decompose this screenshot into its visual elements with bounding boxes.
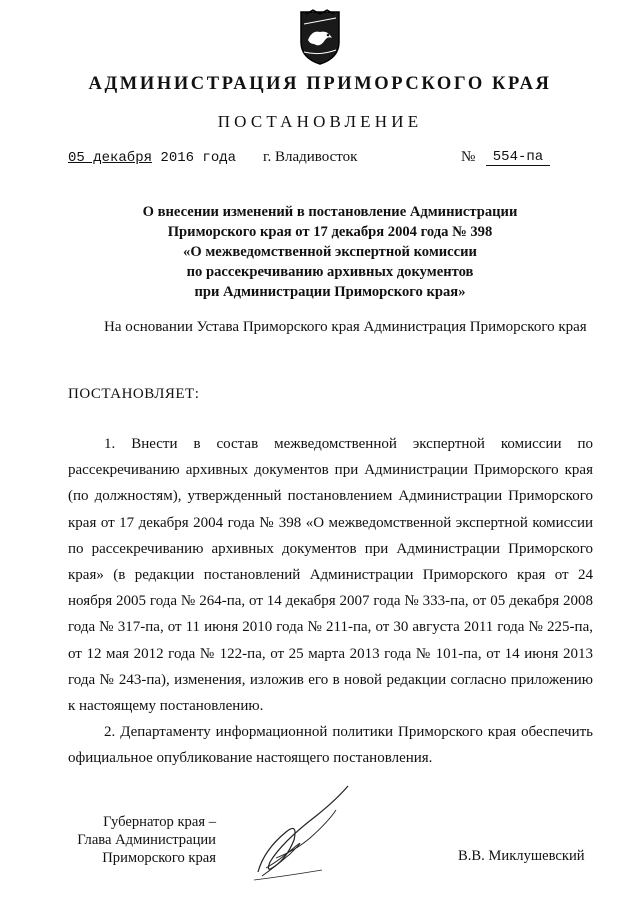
date-day-month: 05 декабря: [68, 150, 153, 166]
coat-of-arms-icon: [298, 8, 342, 66]
item-1-paragraph: 1. Внести в состав межведомственной экспертной комиссии по рассекречиванию архивных документов при Администрации Приморского края (по должностям), утвержденный постановлением Администрации Приморского края от 17 декабря 2004 года № 398 «О межведомственной экспертной комиссии по рассекречиванию архивных документов при Администрации Приморского края» (в редакции постановлений Администрации Приморского края от 24 ноября 2005 года № 264-па, от 14 декабря 2007 года № 333-па, от 05 декабря 2008 года № 317-па, от 11 июня 2010 года № 211-па, от 30 августа 2011 года № 225-па, от 12 мая 2012 года № 122-па, от 25 марта 2013 года № 101-па, от 14 июня 2013 года № 243-па), изменения, изложив его в новой редакции согласно приложению к настоящему постановлению.: [68, 436, 593, 715]
basis-paragraph: На основании Устава Приморского края Администрация Приморского края: [104, 319, 587, 335]
title-line: «О межведомственной экспертной комиссии: [183, 244, 477, 260]
document-city: г. Владивосток: [263, 149, 358, 165]
title-line: Приморского края от 17 декабря 2004 года № 398: [167, 224, 493, 240]
document-number: 554-па: [486, 149, 550, 166]
item-2-paragraph: 2. Департаменту информационной политики Приморского края обеспечить официальное опубликование настоящего постановления.: [68, 724, 593, 767]
document-type: ПОСТАНОВЛЕНИЕ: [217, 112, 423, 131]
signatory-position: [46, 813, 216, 867]
handwritten-signature-icon: [236, 780, 366, 885]
document-date: [68, 150, 236, 166]
date-year: 2016 года: [152, 150, 237, 166]
position-line: Глава Администрации: [77, 832, 216, 848]
decree-word: ПОСТАНОВЛЯЕТ:: [68, 386, 200, 402]
title-line: по рассекречиванию архивных документов: [186, 264, 474, 280]
number-label: №: [461, 149, 476, 165]
signatory-name: В.В. Миклушевский: [458, 848, 585, 864]
title-line: при Администрации Приморского края»: [194, 284, 466, 300]
document-title: [80, 202, 580, 302]
organization-name: АДМИНИСТРАЦИЯ ПРИМОРСКОГО КРАЯ: [88, 74, 552, 94]
title-line: О внесении изменений в постановление Администрации: [142, 204, 518, 220]
position-line: Губернатор края –: [103, 814, 216, 830]
position-line: Приморского края: [102, 850, 216, 866]
